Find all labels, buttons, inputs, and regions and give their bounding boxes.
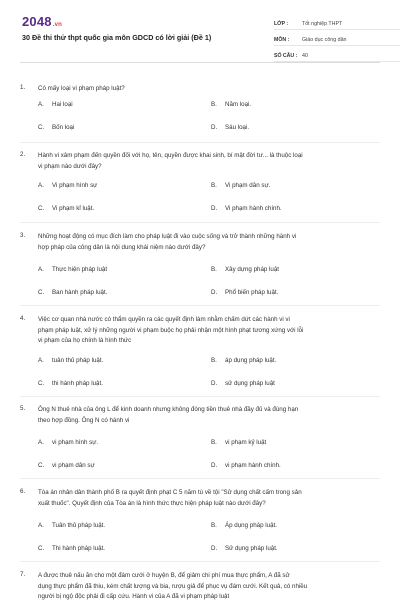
- meta-row-subject: [274, 30, 400, 46]
- question-text: Những hoạt động có mục đích làm cho pháp luật đi vào cuộc sống và trở thành những hành vi hợp pháp của công dân là nội dung khái niệm nào dưới đây?: [38, 233, 297, 251]
- meta-row-class: [274, 14, 400, 30]
- option-b[interactable]: B. áp dụng pháp luật.: [211, 357, 277, 364]
- option-d[interactable]: D. sử dụng pháp luật: [211, 380, 275, 387]
- option-b[interactable]: B. Năm loại.: [211, 101, 252, 108]
- option-d[interactable]: D. Sáu loại.: [211, 124, 250, 131]
- meta-value: Tốt nghiệp THPT: [302, 21, 343, 27]
- option-c[interactable]: C. Thi hành pháp luật.: [38, 545, 105, 552]
- question-divider: [20, 142, 380, 143]
- option-a[interactable]: A. Hai loại: [38, 101, 73, 108]
- meta-value: Giáo dục công dân: [302, 37, 347, 43]
- option-b[interactable]: B. Áp dụng pháp luật.: [211, 522, 277, 529]
- question-number: 3.: [20, 232, 26, 239]
- question-text: Tòa án nhân dân thành phố B ra quyết định phạt C 5 năm tù về tội "Sử dụng chất cấm trong sản xuất thuốc". Quyết định của Tòa án là hình thức thực hiện pháp luật nào dưới đây?: [38, 489, 302, 507]
- document-title: 30 Đề thi thử thpt quốc gia môn GDCD có lời giải (Đề 1): [22, 33, 212, 42]
- option-a[interactable]: A. Tuân thủ pháp luật.: [38, 522, 106, 529]
- option-c[interactable]: C. Bốn loại: [38, 124, 75, 131]
- option-c[interactable]: C. Vi phạm kỉ luật.: [38, 205, 95, 212]
- meta-value: 40: [302, 53, 308, 59]
- question-text: Hành vi xâm phạm đến quyền đối với họ, tên, quyền được khai sinh, bí mật đời tư... là thuộc loại vi phạm nào dưới đây?: [38, 152, 303, 170]
- option-a[interactable]: A. Vi phạm hình sự: [38, 182, 98, 189]
- option-b[interactable]: B. vi phạm kỷ luật: [211, 439, 267, 446]
- question-number: 6.: [20, 488, 26, 495]
- question-text: A được thuê nấu ăn cho một đám cưới ở huyện B, để giảm chi phí mua thực phẩm, A đã sử dụng thực phẩm đã thiu, kém chất lượng và bia, rượu giả để phục vụ đám cưới. Kết quả, có nhiều người bị ngộ độc phải đi cấp cứu. Hành vi của A đã vi phạm pháp luật: [38, 572, 308, 600]
- option-c[interactable]: C. thi hành pháp luật.: [38, 380, 103, 387]
- question-number: 2.: [20, 151, 26, 158]
- question-number: 7.: [20, 571, 26, 578]
- question-divider: [20, 396, 380, 397]
- meta-label: LỚP :: [274, 21, 289, 27]
- option-a[interactable]: A. vi phạm hình sự.: [38, 439, 99, 446]
- option-c[interactable]: C. Ban hành pháp luật.: [38, 289, 108, 296]
- option-b[interactable]: B. Xây dựng pháp luật: [211, 266, 280, 273]
- meta-row-count: [274, 46, 400, 62]
- option-d[interactable]: D. Sử dụng pháp luật.: [211, 545, 278, 552]
- question-divider: [20, 561, 380, 562]
- meta-label: MÔN :: [274, 37, 290, 43]
- exam-meta: [274, 14, 400, 62]
- option-b[interactable]: B. Vi phạm dân sự.: [211, 182, 271, 189]
- option-d[interactable]: D. Vi phạm hành chính.: [211, 205, 282, 212]
- site-logo[interactable]: 2048.vn: [22, 14, 63, 29]
- option-a[interactable]: A. tuân thủ pháp luật.: [38, 357, 104, 364]
- question-number: 1.: [20, 84, 26, 91]
- option-a[interactable]: A. Thực hiện pháp luật: [38, 266, 108, 273]
- question-text: Ông N thuê nhà của ông L để kinh doanh nhưng không đóng tiền thuê nhà đầy đủ và đúng hạn theo hợp đồng. Ông N có hành vi: [38, 406, 299, 424]
- document-header: [20, 0, 380, 63]
- question-divider: [20, 305, 380, 306]
- option-d[interactable]: D. Phổ biến pháp luật.: [211, 289, 279, 296]
- question-text: Việc cơ quan nhà nước có thẩm quyền ra các quyết định làm nhằm chấm dứt các hành vi vi phạm pháp luật, xử lý những người vi phạm buộc họ phải nhận một hình phạt tương xứng với lỗi vi phạm của họ chính là hình thức: [38, 316, 304, 344]
- question-number: 5.: [20, 405, 26, 412]
- question-divider: [20, 222, 380, 223]
- question-number: 4.: [20, 315, 26, 322]
- option-c[interactable]: C. vi phạm dân sự: [38, 462, 95, 469]
- option-d[interactable]: D. vi phạm hành chính.: [211, 462, 281, 469]
- question-divider: [20, 478, 380, 479]
- question-text: Có mấy loại vi phạm pháp luật?: [38, 85, 125, 92]
- meta-label: SỐ CÂU :: [274, 53, 298, 59]
